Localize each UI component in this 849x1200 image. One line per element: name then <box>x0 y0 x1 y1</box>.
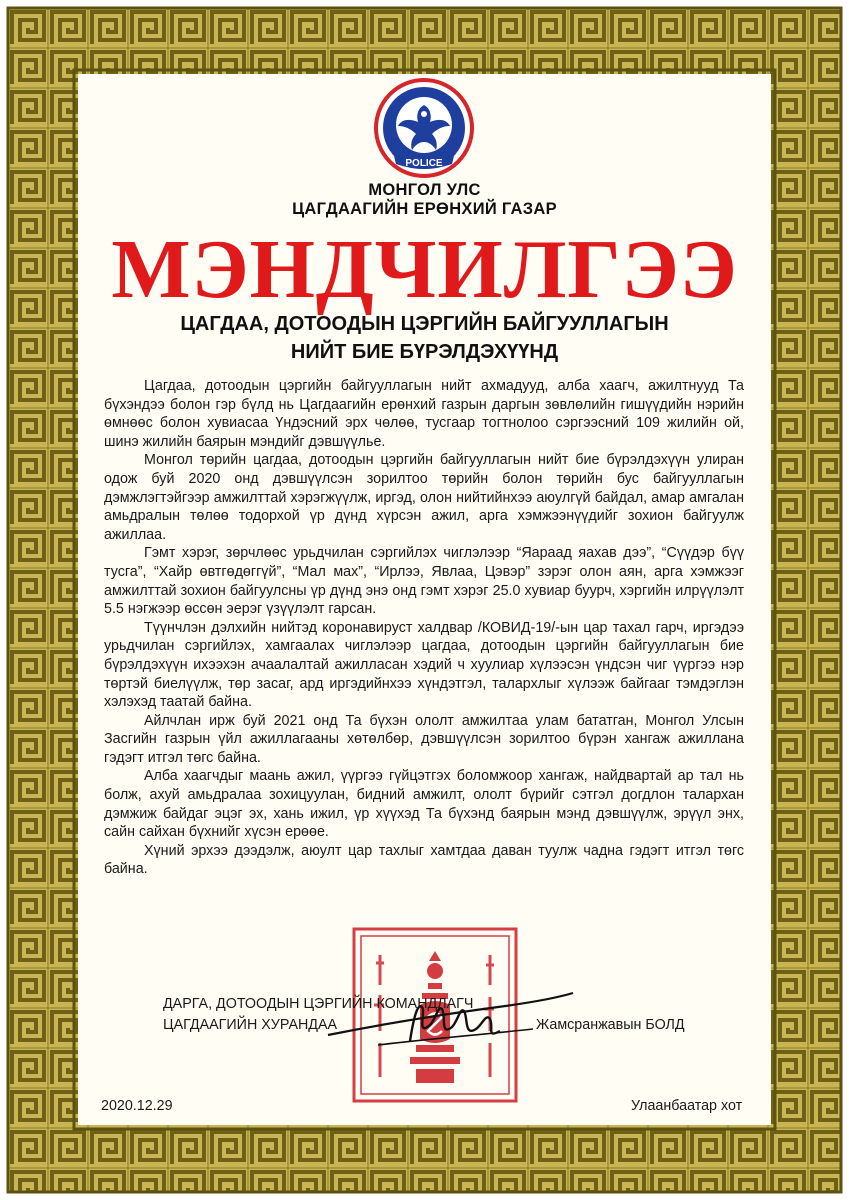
body-paragraph: Айлчлан ирж буй 2021 онд Та бүхэн ололт амжилтаа улам бататган, Монгол Улсын Засгийн газрын үйл ажиллагааны хөтөлбөр, дэвшүүлсэн зорилтоо бүрэн хангаж ажиллана гэдэгт итгэл төгс байна. <box>104 712 744 766</box>
body-paragraph: Алба хаагчдыг маань ажил, үүргээ гүйцэтгэх боломжоор хангаж, найдвартай ар тал нь болж, ахуй амьдралаа зохицуулан, бидний амжилт, ололт бүрийг сэтгэл догдлон талархан дэмжиж байдаг эцэг эх, хань ижил, үр хүүхэд Та бүхэнд баярын мэнд дэвшүүлж, эрүүл энх, сайн сайхан бүхнийг хүсэн ерөөе. <box>104 768 744 841</box>
body-paragraph: Монгол төрийн цагдаа, дотоодын цэргийн байгууллагын нийт бие бүрэлдэхүүн улиран одож буй 2020 онд дэвшүүлсэн зорилтоо төрийн болон төрийн бус байгууллагын дэмжлэгтэйгээр амжилттай хэрэгжүүлж, иргэд, олон нийтийнхээ аюулгүй байдал, амар амгалан амьдралын төлөө тодорхой үр дүнд хүрсэн ажил, арга хэмжээнүүдийг зохион байгуулж ажиллаа. <box>104 452 744 543</box>
police-emblem-logo <box>374 78 474 178</box>
body-paragraph: Хүний эрхээ дээдэлж, аюулт цар тахлыг хамтдаа даван туулж чадна гэдэгт итгэл төгс байна. <box>104 842 744 878</box>
signer-position-line-1: ДАРГА, ДОТООДЫН ЦЭРГИЙН КОМАНДЛАГЧ <box>163 996 474 1012</box>
recipient-line-2: НИЙТ БИЕ БҮРЭЛДЭХҮҮНД <box>290 341 559 363</box>
org-name-country: МОНГОЛ УЛС <box>368 181 481 199</box>
logo-police-text: POLICE <box>405 158 443 169</box>
body-paragraph: Цагдаа, дотоодын цэргийн байгууллагын нийт ахмадууд, алба хаагч, ажилтнууд Та бүхэндээ болон гэр бүлд нь Цагдаагийн ерөнхий газрын даргын зөвлөлийн гишүүдийн нэрийн өмнөөс болон хувиасаа Үндэсний эрх чөлөө, тусгаар тогтнолоо сэргээсний 109 жилийн ой, шинэ жилийн баярын мэндийг дэвшүүлье. <box>104 378 744 450</box>
body-paragraph: Түүнчлэн дэлхийн нийтэд коронавируст халдвар /КОВИД-19/-ын цар тахал гарч, иргэдээ урьдчилан сэргийлэх, хамгаалах чиглэлээр цагдаа, дотоодын цэргийн байгууллагын бие бүрэлдэхүүн ихээхэн ачаалалтай ажилласан хэдий ч хуулиар хүлээсэн үндсэн чиг үүргээ нэр төртэй биелүүлж, төр засаг, ард иргэдийнхээ хүндэтгэл, талархлыг хүлээж байгааг тэмдэглэн хэлэхэд таатай байна. <box>104 619 744 711</box>
letter-body <box>104 377 744 879</box>
signer-name: Жамсранжавын БОЛД <box>536 1017 685 1033</box>
document-place: Улаанбаатар хот <box>631 1098 743 1114</box>
document-date: 2020.12.29 <box>101 1098 173 1114</box>
signer-position-line-2: ЦАГДААГИЙН ХУРАНДАА <box>163 1017 338 1033</box>
body-paragraph: Гэмт хэрэг, зөрчлөөс урьдчилан сэргийлэх чиглэлээр “Яараад яахав дээ”, “Сүүдэр бүү тусга”, “Хайр өвтгөдөггүй”, “Мал мах”, “Ирлээ, Явлаа, Цэвэр” зэрэг олон аян, арга хэмжээг амжилттай зохион байгуулсны үр дүнд энэ онд гэмт хэрэг 25.0 хувиар буурч, хэргийн илрүүлэлт 5.5 нэгжээр өссөн эерэг үзүүлэлт гарсан. <box>104 545 744 618</box>
org-name-agency: ЦАГДААГИЙН ЕРӨНХИЙ ГАЗАР <box>292 200 557 218</box>
page-title: МЭНДЧИЛГЭЭ <box>111 223 738 316</box>
recipient-line-1: ЦАГДАА, ДОТООДЫН ЦЭРГИЙН БАЙГУУЛЛАГЫН <box>180 313 669 335</box>
